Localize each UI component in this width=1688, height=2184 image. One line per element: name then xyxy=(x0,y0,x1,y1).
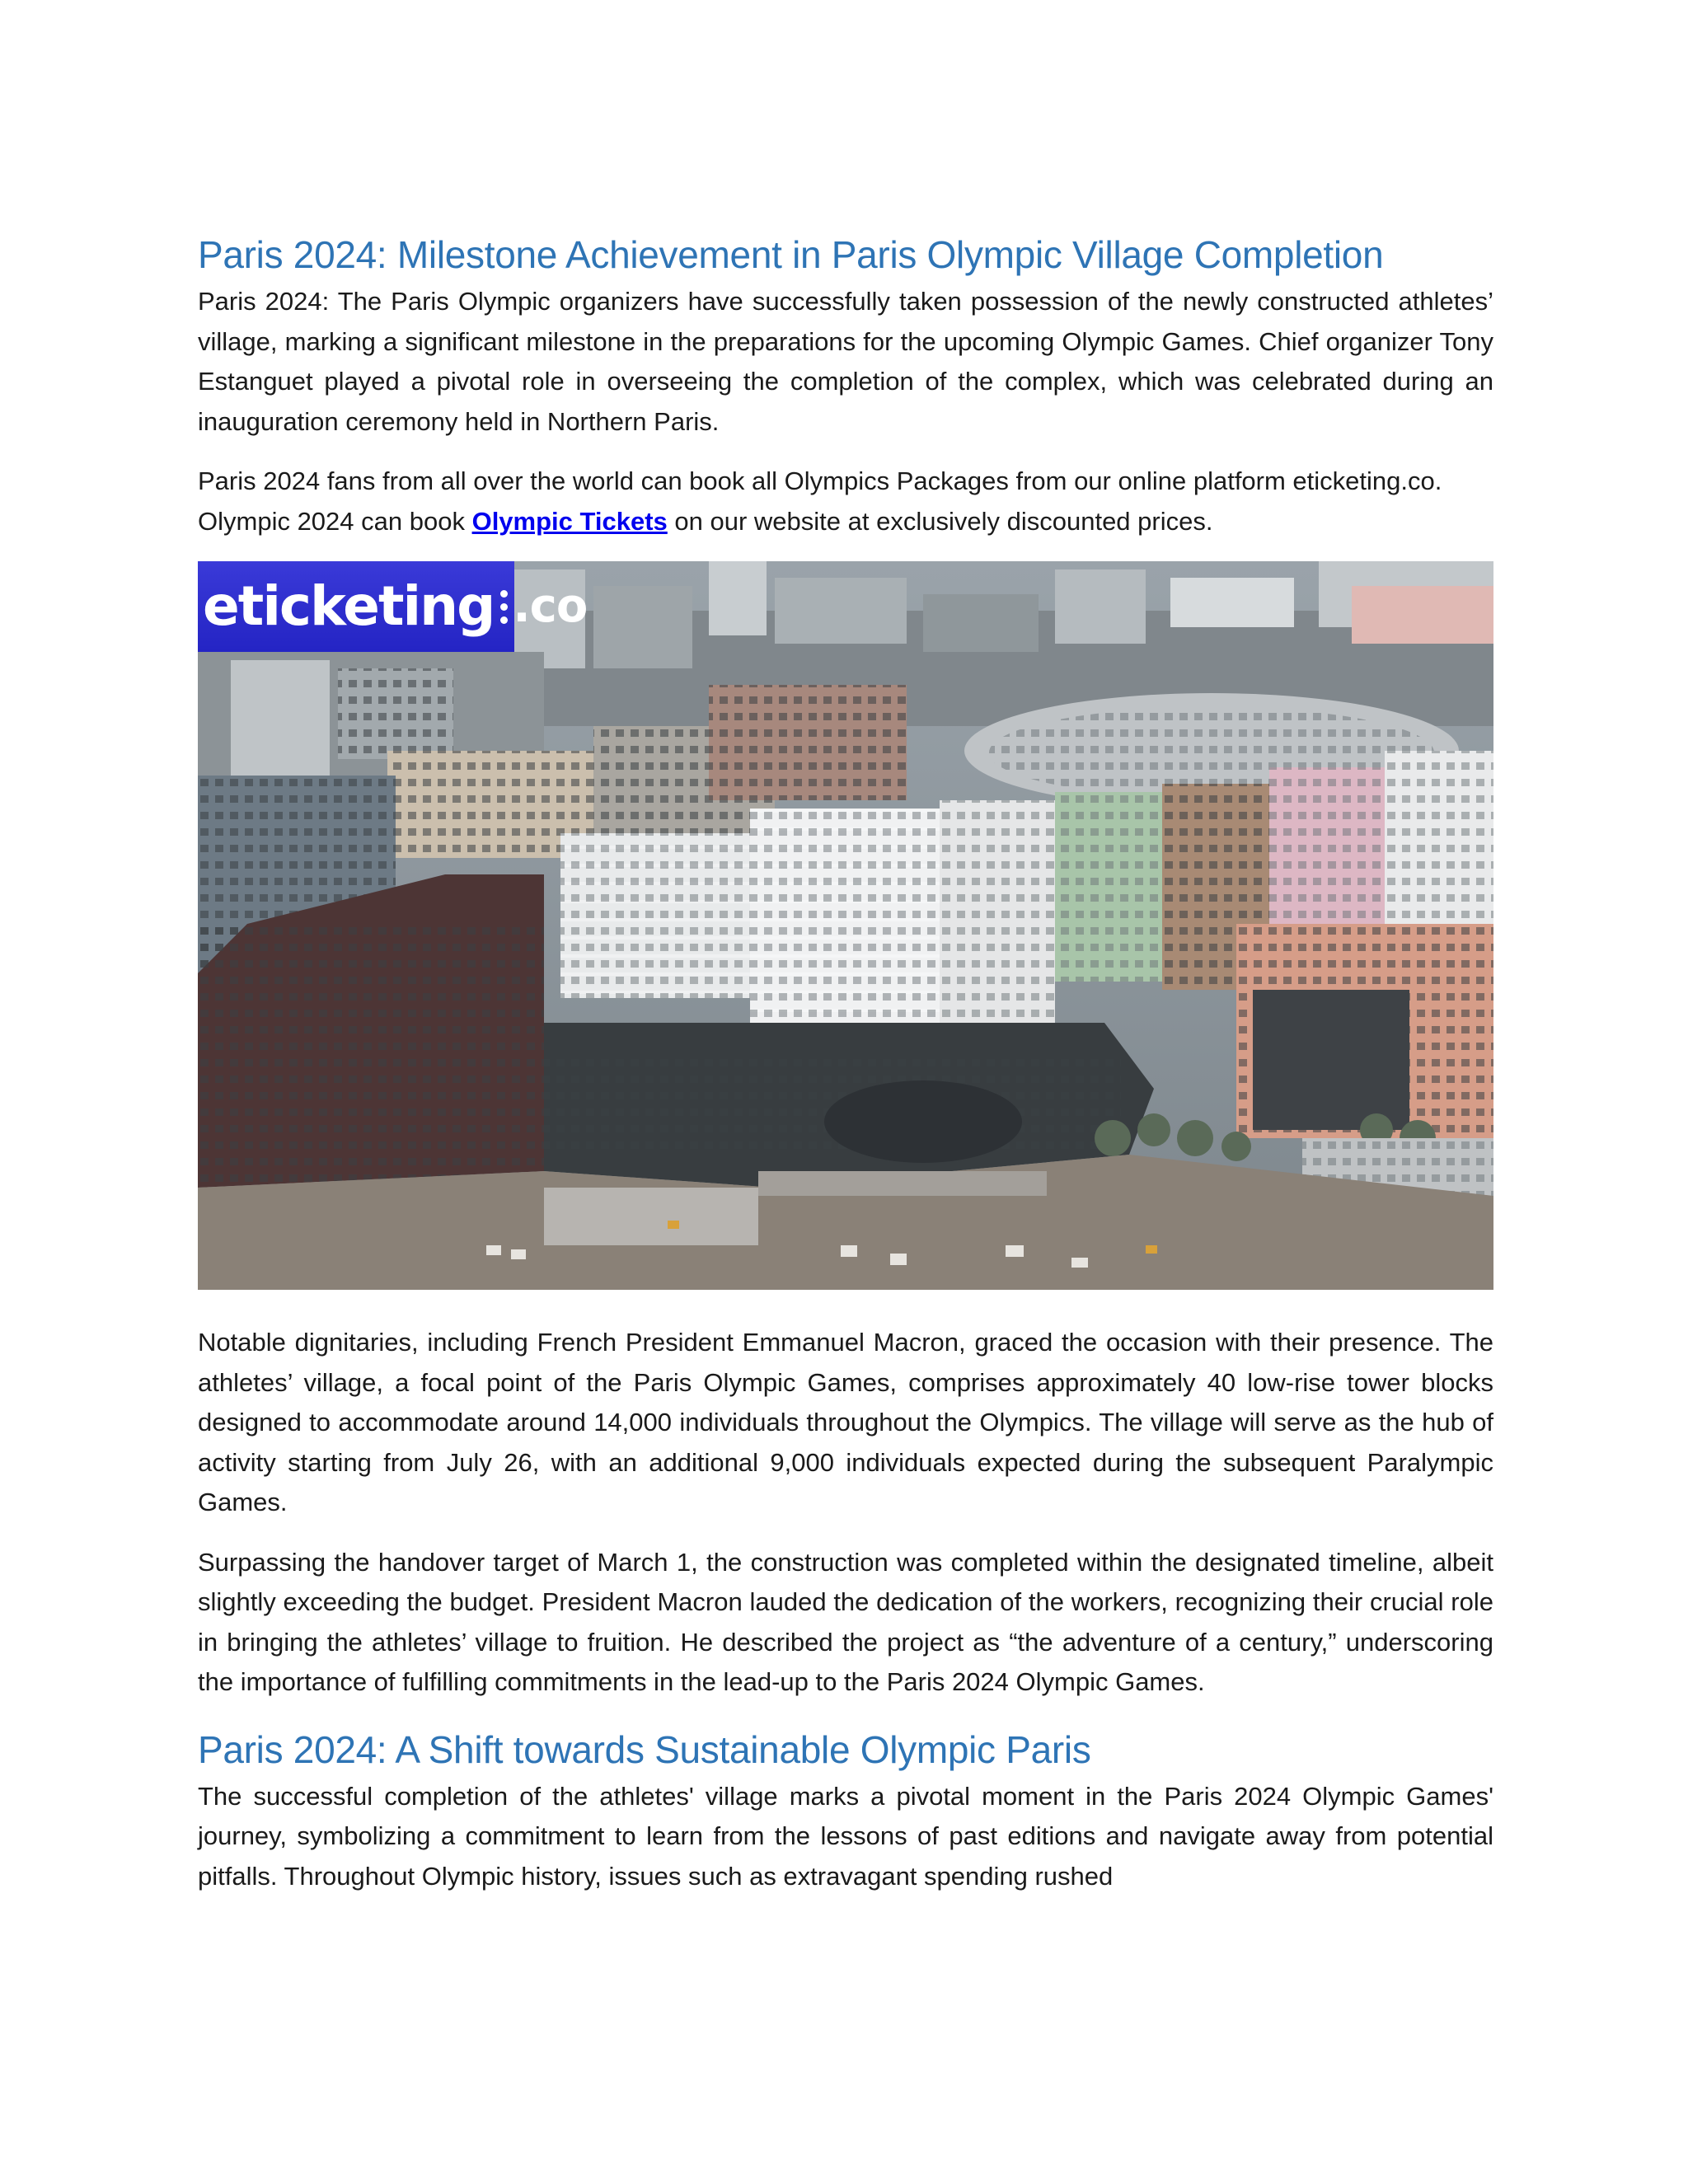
article-paragraph-1: Paris 2024: The Paris Olympic organizers have successfully taken possession of the newly constructed athletes’ village, marking a significant milestone in the preparations for the upcoming Olympic Games. Chief organizer Tony Estanguet played a pivotal role in overseeing the completion of the complex, which was celebrated during an inauguration ceremony held in Northern Paris. xyxy=(198,287,1493,436)
article-paragraph-2 xyxy=(198,462,1493,541)
article-paragraph-4: Surpassing the handover target of March 1, the construction was completed within the designated timeline, albeit slightly exceeding the budget. President Macron lauded the dedication of the workers, recognizing their crucial role in bringing the athletes’ village to fruition. He described the project as “the adventure of a century,” underscoring the importance of fulfilling commitments in the lead-up to the Paris 2024 Olympic Games. xyxy=(198,1547,1493,1696)
eticketing-logo xyxy=(198,561,588,652)
article-heading: Paris 2024: Milestone Achievement in Paris Olympic Village Completion xyxy=(198,233,1384,276)
logo-wordmark: eticketing xyxy=(203,574,495,638)
article-subheading: Paris 2024: A Shift towards Sustainable Olympic Paris xyxy=(198,1727,1091,1771)
olympic-tickets-link[interactable]: Olympic Tickets xyxy=(471,506,668,536)
village-aerial-image xyxy=(198,561,1493,1290)
logo-dots-icon xyxy=(500,590,508,624)
document-page xyxy=(198,231,1493,1916)
olympic-village-photo xyxy=(198,561,1493,1290)
article-paragraph-3: Notable dignitaries, including French President Emmanuel Macron, graced the occasion with their presence. The athletes’ village, a focal point of the Paris Olympic Games, comprises approximately 40 low-rise tower blocks designed to accommodate around 14,000 individuals throughout the Olympics. The village will serve as the hub of activity starting from July 26, with an additional 9,000 individuals expected during the subsequent Paralympic Games. xyxy=(198,1328,1493,1516)
logo-suffix: .co xyxy=(513,579,588,633)
article-paragraph-5: The successful completion of the athletes' village marks a pivotal moment in the Paris 2024 Olympic Games' journey, symbolizing a commitment to learn from the lessons of past editions and navigate away from potential pitfalls. Throughout Olympic history, issues such as extravagant spending rushed xyxy=(198,1781,1493,1891)
paragraph-2-text-start: Paris 2024 fans from all over the world can book all Olympics Packages from our online platform eticketing.co. Olympic 2024 can book xyxy=(198,466,1442,536)
paragraph-2-text-end: on our website at exclusively discounted prices. xyxy=(667,506,1213,536)
